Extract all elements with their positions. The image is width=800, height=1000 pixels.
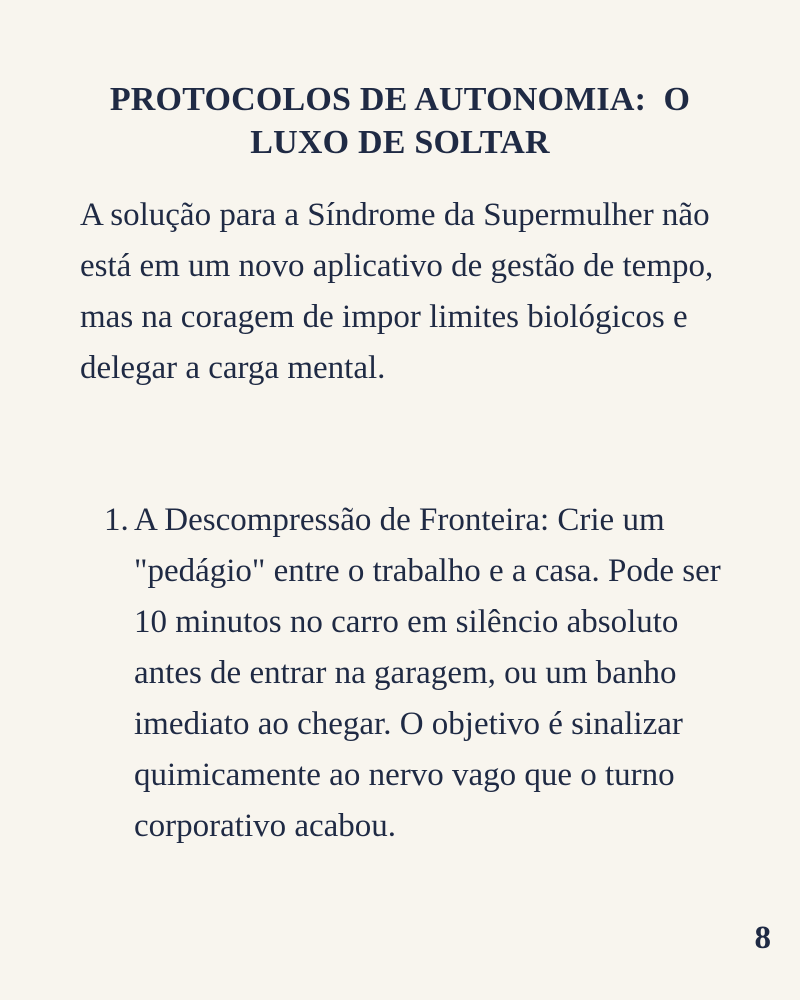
list-item	[80, 495, 730, 852]
steps-list	[80, 495, 730, 852]
page-title: PROTOCOLOS DE AUTONOMIA: O LUXO DE SOLTAR	[109, 81, 699, 161]
page-number: 8	[754, 920, 771, 956]
list-item-number: 1.	[104, 502, 129, 538]
list-item-text: A Descompressão de Fronteira: Crie um "pedágio" entre o trabalho e a casa. Pode ser 10 minutos no carro em silêncio absoluto antes de entrar na garagem, ou um banho imediato ao chegar. O objetivo é sinalizar quimicamente ao nervo vago que o turno corporativo acabou.	[134, 502, 721, 844]
intro-paragraph: A solução para a Síndrome da Supermulher não está em um novo aplicativo de gestão de tempo, mas na coragem de impor limites biológicos e delegar a carga mental.	[80, 197, 714, 386]
